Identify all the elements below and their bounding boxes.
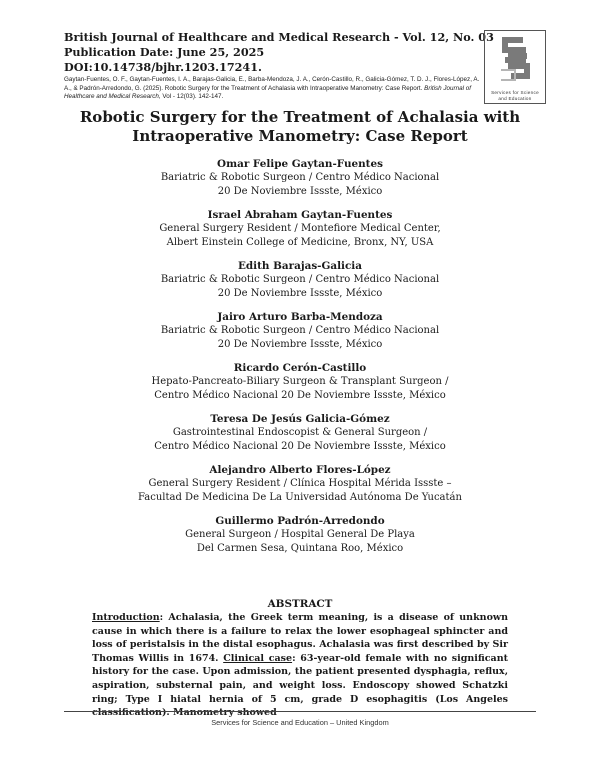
logo-line-1: Services for Science	[491, 90, 539, 96]
publication-date: Publication Date: June 25, 2025	[64, 45, 265, 59]
intro-label: Introduction	[92, 612, 160, 623]
doi-link[interactable]: 10.14738/bjhr.1203.17241.	[92, 60, 262, 74]
title-line-2: Intraoperative Manometry: Case Report	[132, 127, 468, 145]
citation	[64, 76, 484, 102]
author-affiliation: Centro Médico Nacional 20 De Noviembre Issste, México	[154, 389, 446, 401]
author-block	[40, 412, 560, 453]
citation-journal: British Journal of Healthcare and Medical Research,	[64, 84, 472, 101]
author-affiliation: Facultad De Medicina De La Universidad Autónoma De Yucatán	[138, 491, 462, 503]
author-affiliation: General Surgery Resident / Montefiore Medical Center,	[159, 223, 441, 234]
case-label: Clinical case	[223, 652, 293, 664]
author-block	[40, 157, 560, 198]
abstract-heading: ABSTRACT	[267, 598, 333, 610]
author-name: Alejandro Alberto Flores-López	[209, 464, 391, 476]
author-affiliation: Bariatric & Robotic Surgeon / Centro Médico Nacional	[160, 325, 440, 336]
author-affiliation: Bariatric & Robotic Surgeon / Centro Médico Nacional	[160, 274, 440, 285]
author-name: Ricardo Cerón-Castillo	[233, 362, 367, 374]
author-list	[40, 157, 560, 565]
author-name: Jairo Arturo Barba-Mendoza	[217, 311, 383, 323]
citation-text: Gaytan-Fuentes, O. F., Gaytan-Fuentes, I. A., Barajas-Galicia, E., Barba-Mendoza, J. A., Cerón-Castillo, R., Galicia-Gómez, T. D. J., Flores-López, A. A., & Padrón-Arredondo, G. (2025). Robotic Surgery for the Treatment of Achalasia with Intraoperative Manometry: Case Report.	[64, 76, 480, 92]
author-name: Omar Felipe Gaytan-Fuentes	[217, 158, 383, 170]
author-name: Teresa De Jesús Galicia-Gómez	[210, 413, 390, 425]
author-affiliation: Gastrointestinal Endoscopist & General Surgeon /	[172, 427, 428, 438]
logo-caption	[485, 90, 545, 101]
author-affiliation: Centro Médico Nacional 20 De Noviembre Issste, México	[154, 440, 446, 452]
case-text: : 63-year-old female with no significant history for the case. Upon admission, the patient presented dysphagia, reflux, aspiration, substernal pain, and weight loss. Endoscopy showed Schatzki ring; Type I hiatal hernia of 5 cm, grade D esophagitis (Los Angeles classification). Manometry showed	[92, 652, 509, 719]
article-title	[40, 108, 560, 146]
author-affiliation: Albert Einstein College of Medicine, Bronx, NY, USA	[166, 236, 434, 248]
author-affiliation: 20 De Noviembre Issste, México	[217, 287, 383, 299]
author-affiliation: 20 De Noviembre Issste, México	[217, 185, 383, 197]
sse-logo-icon	[493, 34, 537, 84]
article-header	[64, 30, 494, 102]
page-footer: Services for Science and Education – United Kingdom	[211, 718, 389, 727]
author-affiliation: Bariatric & Robotic Surgeon / Centro Médico Nacional	[160, 172, 440, 183]
author-block	[40, 361, 560, 402]
author-affiliation: General Surgeon / Hospital General De Playa	[185, 529, 415, 540]
footer-divider	[64, 711, 536, 712]
author-block	[40, 463, 560, 504]
author-block	[40, 310, 560, 351]
author-block	[40, 514, 560, 555]
journal-line: British Journal of Healthcare and Medical Research - Vol. 12, No. 03	[64, 30, 494, 44]
intro-text: : Achalasia, the Greek term meaning, is a disease of unknown cause in which there is a failure to relax the lower esophageal sphincter and loss of peristalsis in the distal esophagus. Achalasia was first described by Sir Thomas Willis in 1674.	[92, 612, 508, 664]
author-block	[40, 259, 560, 300]
author-block	[40, 208, 560, 249]
doi-label: DOI:	[64, 60, 93, 74]
citation-tail: Vol - 12(03). 142-147.	[162, 93, 224, 101]
author-affiliation: Del Carmen Sesa, Quintana Roo, México	[196, 542, 404, 554]
author-name: Edith Barajas-Galicia	[238, 260, 362, 272]
logo-line-2: and Education	[498, 95, 532, 101]
doi-line	[64, 60, 484, 75]
abstract-body	[92, 611, 508, 720]
author-affiliation: General Surgery Resident / Clínica Hospital Mérida Issste –	[148, 478, 452, 489]
sse-logo	[484, 30, 546, 104]
title-line-1: Robotic Surgery for the Treatment of Achalasia with	[79, 108, 521, 126]
author-affiliation: Hepato-Pancreato-Biliary Surgeon & Transplant Surgeon /	[151, 376, 449, 387]
author-name: Guillermo Padrón-Arredondo	[215, 515, 385, 527]
author-name: Israel Abraham Gaytan-Fuentes	[207, 209, 393, 221]
author-affiliation: 20 De Noviembre Issste, México	[217, 338, 383, 350]
